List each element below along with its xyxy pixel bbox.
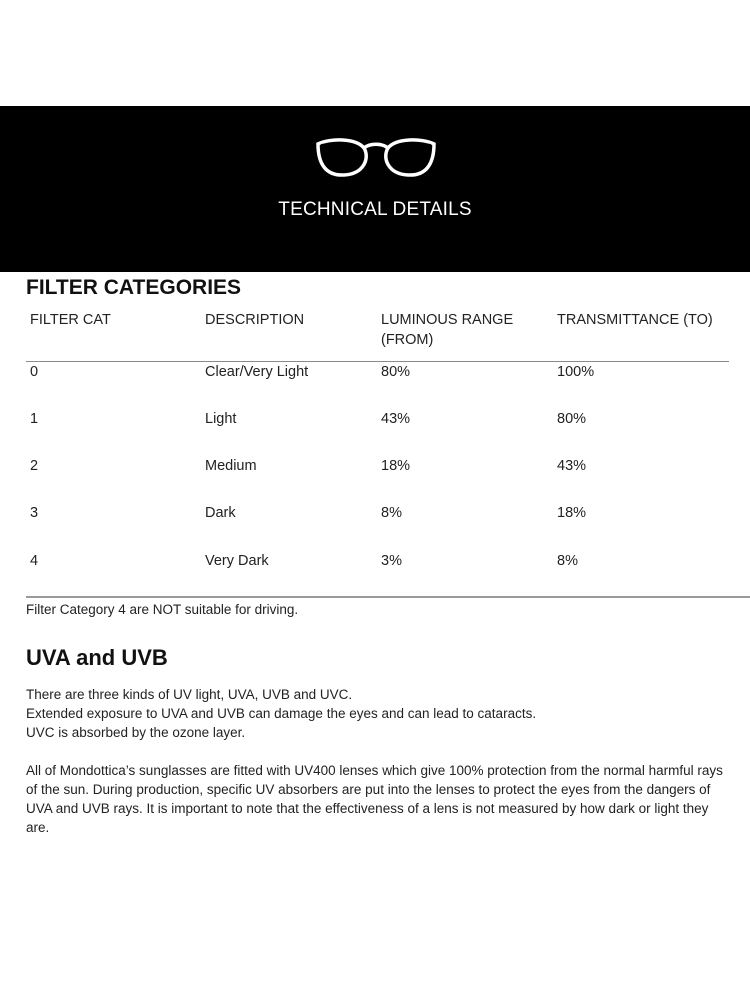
uv400-text: All of Mondottica’s sunglasses are fitted with UV400 lenses which give 100% protection from the normal harmful rays of the sun. During production, specific UV absorbers are put into the lenses to protect the eyes from the dangers of UVA and UVB rays. It is important to note that the effectiveness of a lens is not measured by how dark or light they are. <box>26 763 723 835</box>
uv-line: There are three kinds of UV light, UVA, UVB and UVC. <box>26 687 353 702</box>
uv-intro-paragraph <box>26 685 726 742</box>
uva-uvb-heading: UVA and UVB <box>26 645 168 670</box>
description-cell: Light <box>205 411 237 427</box>
description-cell: Clear/Very Light <box>205 364 309 380</box>
description-cell: Dark <box>205 505 236 521</box>
filter-categories-heading: FILTER CATEGORIES <box>26 276 242 299</box>
filter-cat-cell: 1 <box>30 411 39 427</box>
filter-cat-cell: 4 <box>30 553 39 569</box>
description-cell: Medium <box>205 458 257 474</box>
eyeglasses-icon <box>312 134 440 180</box>
transmittance-to-cell: 43% <box>557 458 587 474</box>
column-header-transmittance: TRANSMITTANCE (TO) <box>557 312 713 328</box>
column-header-description: DESCRIPTION <box>205 312 305 328</box>
luminous-from-cell: 18% <box>381 458 411 474</box>
filter-cat-cell: 0 <box>30 364 39 380</box>
column-header-luminous-range: LUMINOUS RANGE (FROM) <box>381 312 514 348</box>
uv400-paragraph <box>26 761 726 837</box>
transmittance-to-cell: 8% <box>557 553 578 569</box>
table-bottom-divider <box>26 596 750 598</box>
header-banner <box>0 106 750 272</box>
luminous-from-cell: 8% <box>381 505 402 521</box>
driving-note: Filter Category 4 are NOT suitable for driving. <box>26 602 299 617</box>
filter-cat-cell: 2 <box>30 458 39 474</box>
transmittance-to-cell: 18% <box>557 505 587 521</box>
transmittance-to-cell: 80% <box>557 411 587 427</box>
filter-cat-cell: 3 <box>30 505 39 521</box>
table-top-divider <box>26 361 729 362</box>
column-header-filter-cat: FILTER CAT <box>30 312 111 328</box>
uv-line: Extended exposure to UVA and UVB can damage the eyes and can lead to cataracts. <box>26 706 537 721</box>
description-cell: Very Dark <box>205 553 269 569</box>
banner-title: TECHNICAL DETAILS <box>278 199 472 220</box>
luminous-from-cell: 43% <box>381 411 411 427</box>
luminous-from-cell: 80% <box>381 364 411 380</box>
luminous-from-cell: 3% <box>381 553 402 569</box>
transmittance-to-cell: 100% <box>557 364 595 380</box>
uv-line: UVC is absorbed by the ozone layer. <box>26 725 246 740</box>
